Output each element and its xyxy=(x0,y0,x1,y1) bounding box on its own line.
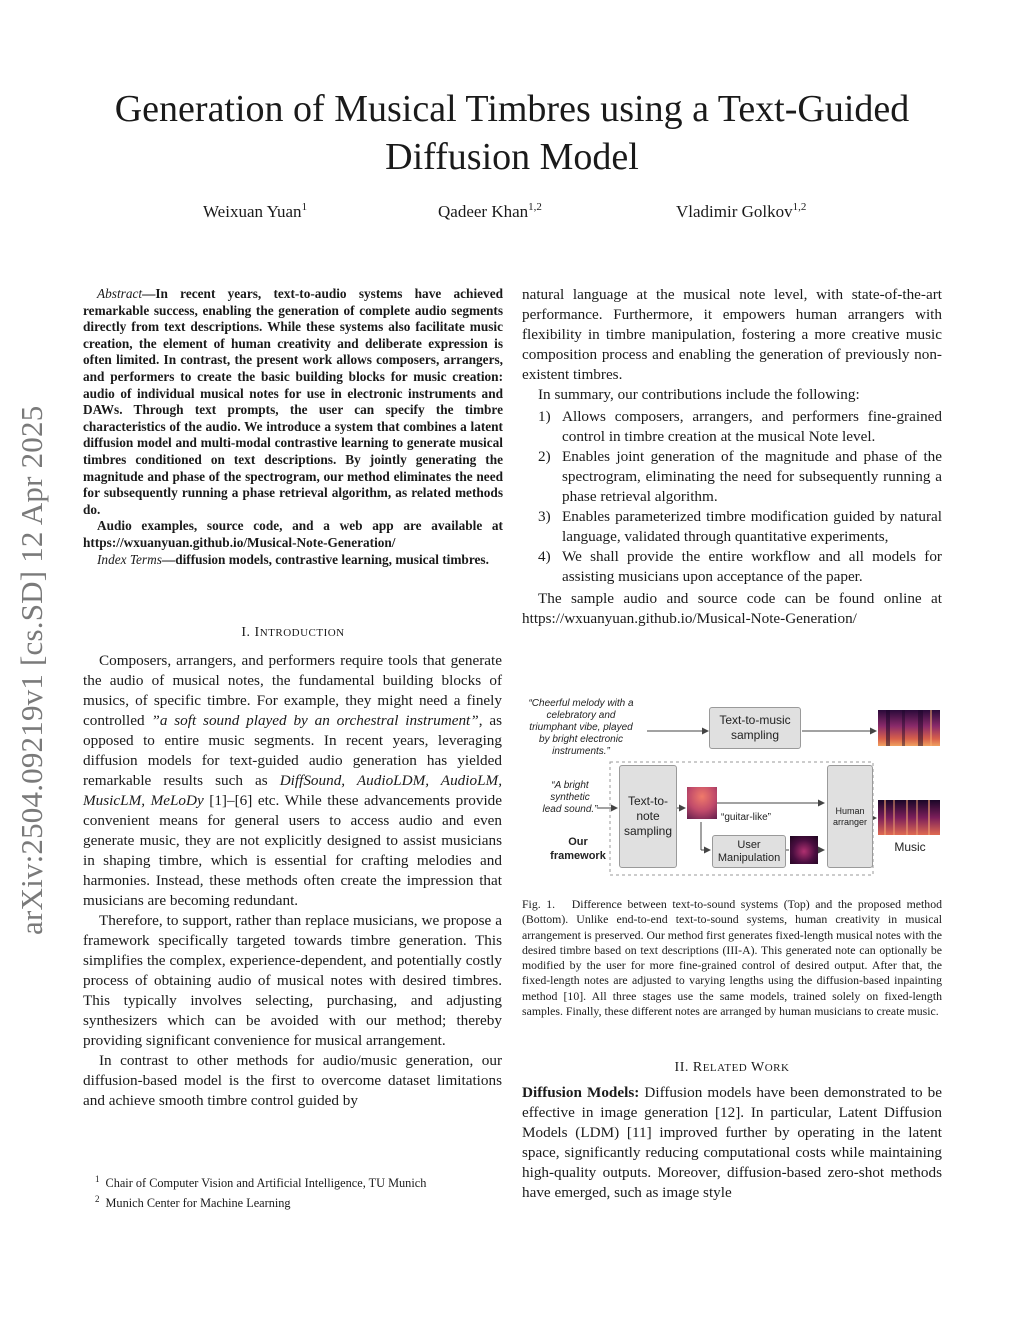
item-text: Enables joint generation of the magnitude and phase of the spectrogram, eliminating the need for subsequently running a phase retrieval algorithm. xyxy=(562,448,942,505)
human-arranger-box xyxy=(827,765,873,868)
prompt-line: “A bright xyxy=(551,780,589,791)
section-title-rest: ELATED xyxy=(702,1062,748,1074)
intro-paragraph-2: Therefore, to support, rather than replace musicians, we propose a framework specifically targeted towards timbre generation. This simplifies the complex, experience-dependent, and potentially costly process of obtaining audio of musical notes with desired timbres. This typically involves selecting, purchasing, and adjusting synthesizers which can be avoided with our method; thereby providing significant convenience for musical arrangement. xyxy=(83,912,502,1049)
text-span: [1]–[6] etc. While these advancements provide convenient means for general users to access audio and even generate music, they are not explicitly designed to assist musicians in shaping timbre, which is essential for crafting melodies and harmonies. Instead, these methods often create the impression that musicians are becoming redundant. xyxy=(83,792,503,909)
abstract-text: —In recent years, text-to-audio systems have achieved remarkable success, enabling the generation of complete audio segments directly from text descriptions. While these systems also facilitate music creation, the element of human creativity and deliberate expression is often limited. In contrast, the present work allows composers, arrangers, and performers to create the basic building blocks for music creation: audio of individual musical notes for use in electronic instruments and DAWs. Through text prompts, the user can specify the timbre characteristics of the audio. We introduce a system that combines a latent diffusion model and multi-modal contrastive learning to generate musical timbres conditioned on text descriptions. By jointly generating the magnitude and phase of the spectrogram, our method eliminates the need for subsequently running a phase retrieval algorithm, as related methods do. xyxy=(83,286,503,517)
text-to-note-box xyxy=(619,765,677,868)
footnote-text: Munich Center for Machine Learning xyxy=(105,1196,291,1210)
author-1 xyxy=(203,201,307,222)
author-2 xyxy=(438,201,542,222)
music-spectrogram-top xyxy=(878,710,940,746)
contribution-item xyxy=(522,507,942,547)
box-line: Text-to-music xyxy=(719,713,791,727)
prompt-line: triumphant vibe, played xyxy=(529,722,633,733)
item-text: We shall provide the entire workflow and all models for assisting musicians upon acceptance of the paper. xyxy=(562,548,942,585)
label-line: Our xyxy=(568,836,588,848)
abstract-label: Abstract xyxy=(97,286,143,301)
index-terms-label: Index Terms xyxy=(97,551,162,567)
music-label: Music xyxy=(894,840,926,854)
abstract xyxy=(83,286,503,568)
caption-label: Fig. 1. xyxy=(522,897,556,911)
author-affiliation: 1,2 xyxy=(528,201,542,213)
note-spectrogram xyxy=(687,787,717,819)
arxiv-identifier: arXiv:2504.09219v1 [cs.SD] 12 Apr 2025 xyxy=(14,405,49,935)
item-number: 1) xyxy=(538,408,551,425)
footnote-mark: 1 xyxy=(95,1174,100,1184)
section-title-cap: I xyxy=(254,625,260,640)
text-span: Composers, arrangers, and performers require tools that generate the audio of musical notes, the fundamental building blocks of musics, of specific timbre. For example, they might need a finely controlled xyxy=(83,652,502,729)
box-line: sampling xyxy=(730,728,780,742)
figure-1 xyxy=(522,690,944,880)
author-name: Weixuan Yuan xyxy=(203,202,302,221)
contributions-intro: In summary, our contributions include the following: xyxy=(538,386,860,403)
figure-caption xyxy=(522,897,942,1019)
item-text: Enables parameterized timbre modification guided by natural language, validated through quantitative experiments, xyxy=(562,508,942,545)
footnotes xyxy=(95,1171,426,1211)
item-number: 3) xyxy=(538,508,551,525)
prompt-bottom xyxy=(540,780,600,816)
item-number: 4) xyxy=(538,548,551,565)
title-line-1: Generation of Musical Timbres using a Text-Guided xyxy=(114,88,910,130)
related-work-body xyxy=(522,1083,942,1203)
example-quote: ”a soft sound played by an orchestral instrument” xyxy=(151,712,479,729)
item-text: Allows composers, arrangers, and performers fine-grained control in timbre creation at the musical Note level. xyxy=(562,408,942,445)
index-terms-text: —diffusion models, contrastive learning, musical timbres. xyxy=(161,551,489,567)
section-numeral: II. xyxy=(674,1060,689,1075)
footnote-text: Chair of Computer Vision and Artificial Intelligence, TU Munich xyxy=(105,1176,427,1190)
prompt-line: celebratory and xyxy=(546,710,616,721)
prompt-line: by bright electronic xyxy=(539,734,623,745)
box-line: sampling xyxy=(623,824,673,838)
contribution-item xyxy=(522,447,942,507)
author-name: Vladimir Golkov xyxy=(676,202,793,221)
prompt-line: instruments.” xyxy=(552,746,610,757)
contributions-list xyxy=(522,407,942,587)
box-line: Human xyxy=(835,805,865,816)
footnote-1 xyxy=(95,1171,426,1191)
text-span: , as opposed to entire music segments. In recent years, leveraging diffusion models for text-guided audio generation has yielded remarkable results such as xyxy=(83,712,503,789)
guitar-like-label: “guitar-like” xyxy=(720,812,771,823)
title-line-2: Diffusion Model xyxy=(385,136,639,178)
intro-paragraph-1 xyxy=(83,651,502,911)
author-name: Qadeer Khan xyxy=(438,202,529,221)
right-column-body xyxy=(522,285,942,629)
section-title-rest: NTRODUCTION xyxy=(259,627,345,639)
introduction-body xyxy=(83,651,502,1111)
box-line: User xyxy=(737,838,761,851)
sample-audio-note: The sample audio and source code can be found online at https://wxuanyuan.github.io/Musical-Note-Generation/ xyxy=(522,590,942,627)
contribution-item xyxy=(522,407,942,447)
section-numeral: I. xyxy=(241,625,251,640)
modified-note-spectrogram xyxy=(790,836,818,864)
caption-text: Difference between text-to-sound systems (Top) and the proposed method (Bottom). Unlike end-to-end text-to-sound systems, human creativity in musical arrangement is preserved. Our method first generates fixed-length musical notes with the desired timbre based on text descriptions (III-A). This generated note can optionally be modified by the user for more fine-grained control of desired output. After that, the fixed-length notes are adjusted to varying lengths using the diffusion-based inpainting method [10]. All three stages use the same models, trained solely on fixed-length samples. Finally, these different notes are arranged by human musicians to create music. xyxy=(522,897,942,1019)
box-line: Manipulation xyxy=(717,851,781,864)
text-to-music-box xyxy=(709,707,801,749)
section-heading-related-work xyxy=(522,1060,942,1076)
user-manipulation-box xyxy=(712,835,786,868)
contribution-item xyxy=(522,547,942,587)
author-3 xyxy=(676,201,806,222)
section-title-cap: W xyxy=(751,1060,765,1075)
audio-examples-note: Audio examples, source code, and a web app are available at https://wxuanyuan.github.io/Musical-Note-Generation/ xyxy=(83,518,503,550)
prompt-top xyxy=(522,698,640,758)
model-names: DiffSound, AudioLDM, AudioLM, MusicLM, MeLoDy xyxy=(83,772,502,809)
prompt-line: synthetic xyxy=(550,792,590,803)
prompt-line: “Cheerful melody with a xyxy=(528,698,634,709)
section-title-rest: ORK xyxy=(764,1062,790,1074)
intro-paragraph-3: In contrast to other methods for audio/music generation, our diffusion-based model is the first to overcome dataset limitations and achieve smooth timbre control guided by xyxy=(83,1052,502,1109)
paper-title xyxy=(0,85,1024,181)
section-title-cap: R xyxy=(692,1060,703,1075)
intro-continuation: natural language at the musical note level, with state-of-the-art performance. Furthermore, it empowers human arrangers with flexibility in timbre manipulation, fostering a more creative music composition process and enabling the generation of previously non-existent timbres. xyxy=(522,286,942,383)
box-line: note xyxy=(636,809,660,823)
prompt-line: lead sound.” xyxy=(542,804,598,815)
author-affiliation: 1 xyxy=(301,201,308,213)
label-line: framework xyxy=(550,850,606,862)
our-framework-label xyxy=(542,835,614,863)
author-affiliation: 1,2 xyxy=(792,201,807,213)
diffusion-models-paragraph xyxy=(522,1083,942,1203)
footnote-2 xyxy=(95,1191,426,1211)
box-line: Text-to- xyxy=(627,794,668,808)
item-number: 2) xyxy=(538,448,551,465)
paragraph-text: Diffusion models have been demonstrated to be effective in image generation [12]. In particular, Latent Diffusion Models (LDM) [11] improved further by operating in the latent space, significantly reducing computational costs while maintaining high-quality outputs. Moreover, diffusion-based zero-shot methods have emerged, such as image style xyxy=(522,1084,942,1201)
section-heading-introduction xyxy=(83,625,503,641)
music-spectrogram-bottom xyxy=(878,800,940,835)
box-line: arranger xyxy=(832,816,868,827)
paragraph-label: Diffusion Models: xyxy=(522,1084,640,1101)
footnote-mark: 2 xyxy=(95,1194,100,1204)
